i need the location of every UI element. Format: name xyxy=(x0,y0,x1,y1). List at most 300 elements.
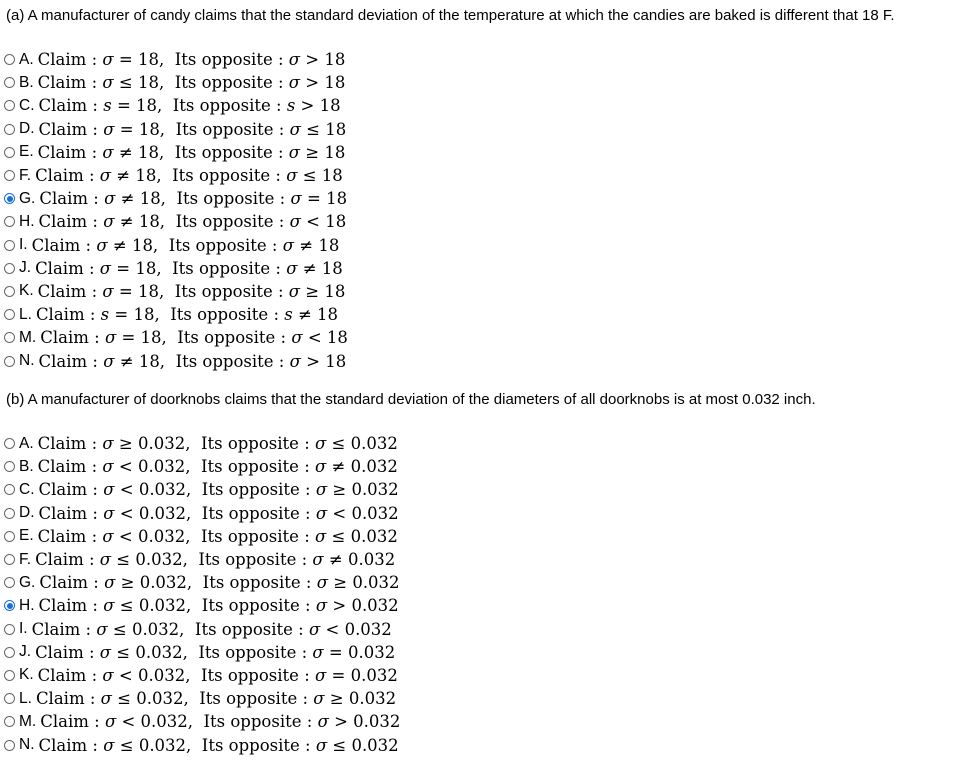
opposite-variable: σ xyxy=(315,457,327,477)
opposite-label: Its opposite xyxy=(175,212,274,232)
option-letter: H. xyxy=(19,212,35,230)
opposite-label: Its opposite xyxy=(174,50,273,70)
claim-label: Claim xyxy=(38,96,88,116)
option-formula xyxy=(39,736,399,755)
claim-label: Claim xyxy=(35,166,84,186)
claim-value: = 18, xyxy=(116,328,167,348)
claim-label: Claim xyxy=(40,712,89,732)
radio-button[interactable] xyxy=(4,216,15,227)
colon: : xyxy=(272,50,289,70)
opposite-variable: σ xyxy=(289,212,301,232)
colon: : xyxy=(298,665,316,685)
claim-label: Claim xyxy=(35,550,84,570)
colon: : xyxy=(88,712,105,732)
opposite-value: ≥ 0.032 xyxy=(328,573,400,593)
claim-value: < 0.032, xyxy=(114,503,192,523)
option-formula xyxy=(35,643,395,662)
colon: : xyxy=(84,305,101,325)
claim-value: ≤ 0.032, xyxy=(114,596,192,616)
a-option-j[interactable] xyxy=(4,257,348,280)
opposite-label: Its opposite xyxy=(201,503,300,523)
opposite-variable: s xyxy=(286,96,296,116)
claim-value: ≤ 18, xyxy=(113,73,165,93)
a-option-d[interactable] xyxy=(4,118,348,141)
option-letter: J. xyxy=(19,643,32,661)
claim-label: Claim xyxy=(35,642,84,662)
opposite-variable: σ xyxy=(288,142,301,162)
opposite-variable: σ xyxy=(288,73,301,93)
claim-variable: σ xyxy=(99,166,112,186)
claim-value: ≤ 0.032, xyxy=(111,642,188,662)
claim-variable: σ xyxy=(99,258,112,278)
colon: : xyxy=(274,189,291,209)
opposite-value: > 18 xyxy=(295,96,341,116)
claim-variable: σ xyxy=(103,503,115,523)
claim-variable: σ xyxy=(103,735,115,755)
claim-value: = 18, xyxy=(111,96,163,116)
a-option-m[interactable] xyxy=(4,326,348,349)
colon: : xyxy=(275,328,292,348)
radio-button[interactable] xyxy=(4,332,15,343)
colon: : xyxy=(84,689,101,709)
opposite-value: ≥ 18 xyxy=(300,142,346,162)
colon: : xyxy=(300,573,317,593)
opposite-label: Its opposite xyxy=(200,526,299,546)
opposite-variable: σ xyxy=(317,712,329,732)
a-option-e[interactable] xyxy=(4,141,348,164)
options-a xyxy=(4,48,348,373)
opposite-variable: σ xyxy=(313,689,325,709)
b-option-k[interactable] xyxy=(4,664,400,687)
opposite-label: Its opposite xyxy=(198,642,297,662)
opposite-label: Its opposite xyxy=(177,328,276,348)
colon: : xyxy=(86,665,103,685)
option-letter: A. xyxy=(19,50,34,68)
colon: : xyxy=(273,212,290,232)
opposite-variable: σ xyxy=(315,665,327,685)
colon: : xyxy=(87,480,104,500)
opposite-label: Its opposite xyxy=(201,735,300,755)
option-letter: F. xyxy=(19,550,32,568)
opposite-label: Its opposite xyxy=(175,351,274,371)
a-option-b[interactable] xyxy=(4,71,348,94)
options-b xyxy=(4,432,400,757)
claim-value: ≤ 0.032, xyxy=(111,550,188,570)
question-b: (b) A manufacturer of doorknobs claims that the standard deviation of the diameters of all doorknobs is at most 0.032 inch. xyxy=(6,391,816,408)
option-formula xyxy=(36,305,338,324)
radio-button[interactable] xyxy=(4,716,15,727)
option-letter: D. xyxy=(19,120,35,138)
claim-label: Claim xyxy=(38,503,88,523)
option-formula xyxy=(39,480,399,499)
claim-value: ≥ 0.032, xyxy=(113,434,191,454)
opposite-value: ≤ 18 xyxy=(297,166,343,186)
option-letter: J. xyxy=(19,259,32,277)
colon: : xyxy=(270,166,287,186)
claim-label: Claim xyxy=(37,434,87,454)
b-option-b[interactable] xyxy=(4,455,400,478)
opposite-variable: s xyxy=(284,305,293,325)
claim-value: ≠ 18, xyxy=(107,235,159,255)
claim-label: Claim xyxy=(38,119,88,139)
opposite-label: Its opposite xyxy=(172,258,271,278)
claim-variable: s xyxy=(103,96,112,116)
opposite-value: < 18 xyxy=(300,212,347,232)
b-option-n[interactable] xyxy=(4,733,400,756)
claim-label: Claim xyxy=(37,281,87,301)
opposite-label: Its opposite xyxy=(198,550,297,570)
colon: : xyxy=(86,526,103,546)
option-letter: E. xyxy=(19,527,34,545)
claim-variable: σ xyxy=(102,281,114,301)
option-formula xyxy=(32,620,392,639)
claim-label: Claim xyxy=(38,735,88,755)
option-formula xyxy=(39,120,347,139)
option-formula xyxy=(40,712,400,731)
b-option-l[interactable] xyxy=(4,687,400,710)
opposite-label: Its opposite xyxy=(194,619,293,639)
b-option-m[interactable] xyxy=(4,710,400,733)
claim-label: Claim xyxy=(37,526,87,546)
opposite-label: Its opposite xyxy=(174,73,273,93)
option-letter: B. xyxy=(19,73,34,91)
claim-label: Claim xyxy=(35,689,85,709)
opposite-variable: σ xyxy=(315,480,328,500)
opposite-variable: σ xyxy=(312,642,324,662)
colon: : xyxy=(87,351,104,371)
a-option-f[interactable] xyxy=(4,164,348,187)
opposite-label: Its opposite xyxy=(176,189,275,209)
option-letter: I. xyxy=(19,236,28,254)
opposite-label: Its opposite xyxy=(201,480,300,500)
opposite-value: > 0.032 xyxy=(327,596,399,616)
radio-button[interactable] xyxy=(4,670,15,681)
claim-variable: σ xyxy=(104,328,117,348)
opposite-label: Its opposite xyxy=(175,119,274,139)
claim-variable: σ xyxy=(96,235,108,255)
option-letter: L. xyxy=(19,305,32,323)
radio-button[interactable] xyxy=(4,600,15,611)
colon: : xyxy=(83,166,100,186)
opposite-value: ≥ 0.032 xyxy=(324,689,397,709)
claim-value: ≠ 18, xyxy=(114,351,166,371)
option-letter: M. xyxy=(19,328,37,346)
radio-button[interactable] xyxy=(4,309,15,320)
claim-label: Claim xyxy=(31,235,81,255)
b-option-c[interactable] xyxy=(4,478,400,501)
colon: : xyxy=(292,619,309,639)
claim-label: Claim xyxy=(37,50,87,70)
opposite-variable: σ xyxy=(308,619,321,639)
claim-variable: σ xyxy=(102,73,114,93)
claim-variable: σ xyxy=(102,665,114,685)
option-letter: K. xyxy=(19,282,34,300)
claim-variable: σ xyxy=(103,596,115,616)
claim-variable: σ xyxy=(104,712,117,732)
radio-button[interactable] xyxy=(4,624,15,635)
claim-label: Claim xyxy=(37,457,87,477)
opposite-value: ≠ 18 xyxy=(297,258,343,278)
radio-button[interactable] xyxy=(4,693,15,704)
colon: : xyxy=(83,642,100,662)
radio-button[interactable] xyxy=(4,577,15,588)
radio-button[interactable] xyxy=(4,54,15,65)
option-letter: N. xyxy=(19,352,35,370)
opposite-variable: σ xyxy=(315,434,327,454)
opposite-label: Its opposite xyxy=(168,235,267,255)
option-formula xyxy=(35,259,343,278)
opposite-variable: σ xyxy=(286,258,298,278)
opposite-value: > 18 xyxy=(300,73,346,93)
claim-label: Claim xyxy=(35,258,84,278)
claim-variable: σ xyxy=(100,689,112,709)
opposite-value: ≠ 18 xyxy=(292,305,339,325)
colon: : xyxy=(299,480,316,500)
opposite-value: ≠ 0.032 xyxy=(323,550,396,570)
radio-button[interactable] xyxy=(4,740,15,751)
opposite-variable: σ xyxy=(315,735,328,755)
claim-variable: σ xyxy=(102,526,114,546)
b-option-e[interactable] xyxy=(4,525,400,548)
a-option-k[interactable] xyxy=(4,280,348,303)
opposite-label: Its opposite xyxy=(200,434,299,454)
claim-label: Claim xyxy=(31,619,81,639)
colon: : xyxy=(273,119,290,139)
radio-button[interactable] xyxy=(4,438,15,449)
claim-label: Claim xyxy=(38,351,88,371)
claim-value: = 18, xyxy=(113,281,165,301)
opposite-label: Its opposite xyxy=(172,96,271,116)
radio-button[interactable] xyxy=(4,461,15,472)
option-formula xyxy=(39,96,341,115)
opposite-label: Its opposite xyxy=(200,457,299,477)
opposite-label: Its opposite xyxy=(174,281,273,301)
opposite-value: > 18 xyxy=(300,50,346,70)
claim-value: ≠ 18, xyxy=(115,189,166,209)
opposite-label: Its opposite xyxy=(174,142,273,162)
claim-label: Claim xyxy=(38,596,88,616)
radio-button[interactable] xyxy=(4,484,15,495)
colon: : xyxy=(86,142,103,162)
claim-value: = 18, xyxy=(114,119,166,139)
radio-button[interactable] xyxy=(4,170,15,181)
claim-label: Claim xyxy=(39,573,89,593)
option-letter: D. xyxy=(19,504,35,522)
claim-label: Claim xyxy=(35,305,85,325)
b-option-f[interactable] xyxy=(4,548,400,571)
claim-variable: σ xyxy=(102,434,114,454)
opposite-label: Its opposite xyxy=(200,665,299,685)
claim-label: Claim xyxy=(37,142,87,162)
claim-value: ≤ 0.032, xyxy=(111,689,189,709)
a-option-l[interactable] xyxy=(4,303,348,326)
radio-button[interactable] xyxy=(4,263,15,274)
option-letter: N. xyxy=(19,736,35,754)
a-option-g[interactable] xyxy=(4,187,348,210)
colon: : xyxy=(298,434,316,454)
radio-button[interactable] xyxy=(4,240,15,251)
opposite-variable: σ xyxy=(290,189,302,209)
radio-button[interactable] xyxy=(4,647,15,658)
claim-label: Claim xyxy=(38,480,88,500)
claim-value: = 18, xyxy=(111,258,162,278)
opposite-value: ≥ 18 xyxy=(300,281,346,301)
colon: : xyxy=(270,258,287,278)
radio-button[interactable] xyxy=(4,554,15,565)
option-letter: C. xyxy=(19,96,35,114)
option-formula xyxy=(38,457,398,476)
opposite-variable: σ xyxy=(315,526,327,546)
claim-variable: σ xyxy=(96,619,108,639)
colon: : xyxy=(273,351,290,371)
option-formula xyxy=(38,50,346,69)
claim-value: ≥ 0.032, xyxy=(115,573,193,593)
claim-variable: σ xyxy=(102,50,114,70)
opposite-label: Its opposite xyxy=(203,712,302,732)
opposite-variable: σ xyxy=(316,573,328,593)
claim-value: ≤ 0.032, xyxy=(107,619,185,639)
b-option-a[interactable] xyxy=(4,432,400,455)
opposite-value: ≠ 0.032 xyxy=(326,457,398,477)
option-letter: L. xyxy=(19,689,32,707)
colon: : xyxy=(87,119,104,139)
colon: : xyxy=(87,503,104,523)
b-option-j[interactable] xyxy=(4,641,400,664)
colon: : xyxy=(268,305,285,325)
radio-button[interactable] xyxy=(4,77,15,88)
claim-value: < 0.032, xyxy=(116,712,194,732)
option-formula xyxy=(32,236,340,255)
opposite-label: Its opposite xyxy=(201,596,300,616)
option-formula xyxy=(38,282,346,301)
colon: : xyxy=(83,550,100,570)
option-formula xyxy=(39,596,399,615)
option-letter: F. xyxy=(19,166,32,184)
radio-button[interactable] xyxy=(4,100,15,111)
option-letter: E. xyxy=(19,143,34,161)
opposite-value: = 0.032 xyxy=(323,642,396,662)
option-letter: C. xyxy=(19,480,35,498)
option-formula xyxy=(39,212,347,231)
option-letter: G. xyxy=(19,189,36,207)
colon: : xyxy=(296,550,313,570)
option-formula xyxy=(38,666,398,685)
opposite-variable: σ xyxy=(288,281,301,301)
opposite-value: ≤ 0.032 xyxy=(326,526,398,546)
option-formula xyxy=(39,352,347,371)
claim-variable: σ xyxy=(102,142,114,162)
b-option-h[interactable] xyxy=(4,594,400,617)
b-option-d[interactable] xyxy=(4,502,400,525)
opposite-label: Its opposite xyxy=(199,689,298,709)
colon: : xyxy=(88,189,105,209)
a-option-h[interactable] xyxy=(4,210,348,233)
radio-button[interactable] xyxy=(4,286,15,297)
opposite-value: = 0.032 xyxy=(326,665,398,685)
claim-variable: σ xyxy=(102,457,114,477)
a-option-a[interactable] xyxy=(4,48,348,71)
claim-variable: σ xyxy=(104,189,116,209)
opposite-variable: σ xyxy=(289,119,301,139)
claim-variable: σ xyxy=(99,550,112,570)
claim-value: < 0.032, xyxy=(113,457,191,477)
opposite-variable: σ xyxy=(289,351,301,371)
b-option-i[interactable] xyxy=(4,618,400,641)
claim-value: ≠ 18, xyxy=(114,212,166,232)
radio-button[interactable] xyxy=(4,356,15,367)
opposite-value: ≤ 0.032 xyxy=(326,434,398,454)
option-formula xyxy=(38,73,346,92)
claim-value: ≤ 0.032, xyxy=(114,735,192,755)
a-option-c[interactable] xyxy=(4,94,348,117)
a-option-n[interactable] xyxy=(4,349,348,372)
option-formula xyxy=(39,504,399,523)
option-formula xyxy=(36,689,396,708)
colon: : xyxy=(297,689,314,709)
colon: : xyxy=(270,96,287,116)
claim-label: Claim xyxy=(37,73,87,93)
claim-value: = 18, xyxy=(109,305,160,325)
colon: : xyxy=(299,735,316,755)
question-a: (a) A manufacturer of candy claims that the standard deviation of the temperature at which the candies are baked is different that 18 F. xyxy=(6,7,895,24)
colon: : xyxy=(87,596,104,616)
option-letter: H. xyxy=(19,596,35,614)
opposite-label: Its opposite xyxy=(202,573,301,593)
colon: : xyxy=(87,735,104,755)
radio-button[interactable] xyxy=(4,531,15,542)
colon: : xyxy=(266,235,283,255)
claim-variable: σ xyxy=(104,573,116,593)
opposite-variable: σ xyxy=(291,328,303,348)
radio-button[interactable] xyxy=(4,124,15,135)
opposite-variable: σ xyxy=(288,50,301,70)
radio-button[interactable] xyxy=(4,193,15,204)
a-option-i[interactable] xyxy=(4,234,348,257)
claim-value: ≠ 18, xyxy=(111,166,162,186)
colon: : xyxy=(272,73,289,93)
opposite-value: > 0.032 xyxy=(328,712,401,732)
radio-button[interactable] xyxy=(4,147,15,158)
opposite-value: ≤ 0.032 xyxy=(327,735,399,755)
colon: : xyxy=(298,457,316,477)
b-option-g[interactable] xyxy=(4,571,400,594)
opposite-label: Its opposite xyxy=(170,305,269,325)
colon: : xyxy=(272,281,289,301)
opposite-value: ≠ 18 xyxy=(294,235,340,255)
colon: : xyxy=(86,457,103,477)
claim-label: Claim xyxy=(39,189,89,209)
colon: : xyxy=(299,503,316,523)
option-formula xyxy=(38,527,398,546)
colon: : xyxy=(296,642,313,662)
opposite-variable: σ xyxy=(315,503,328,523)
opposite-value: > 18 xyxy=(300,351,347,371)
option-formula xyxy=(40,328,348,347)
option-formula xyxy=(35,550,395,569)
option-letter: B. xyxy=(19,457,34,475)
option-letter: K. xyxy=(19,666,34,684)
colon: : xyxy=(80,619,97,639)
opposite-value: < 0.032 xyxy=(320,619,392,639)
claim-label: Claim xyxy=(37,665,87,685)
option-formula xyxy=(38,143,346,162)
colon: : xyxy=(86,434,103,454)
claim-variable: σ xyxy=(99,642,112,662)
opposite-value: ≤ 18 xyxy=(300,119,347,139)
option-formula xyxy=(35,166,343,185)
radio-button[interactable] xyxy=(4,508,15,519)
claim-label: Claim xyxy=(40,328,89,348)
